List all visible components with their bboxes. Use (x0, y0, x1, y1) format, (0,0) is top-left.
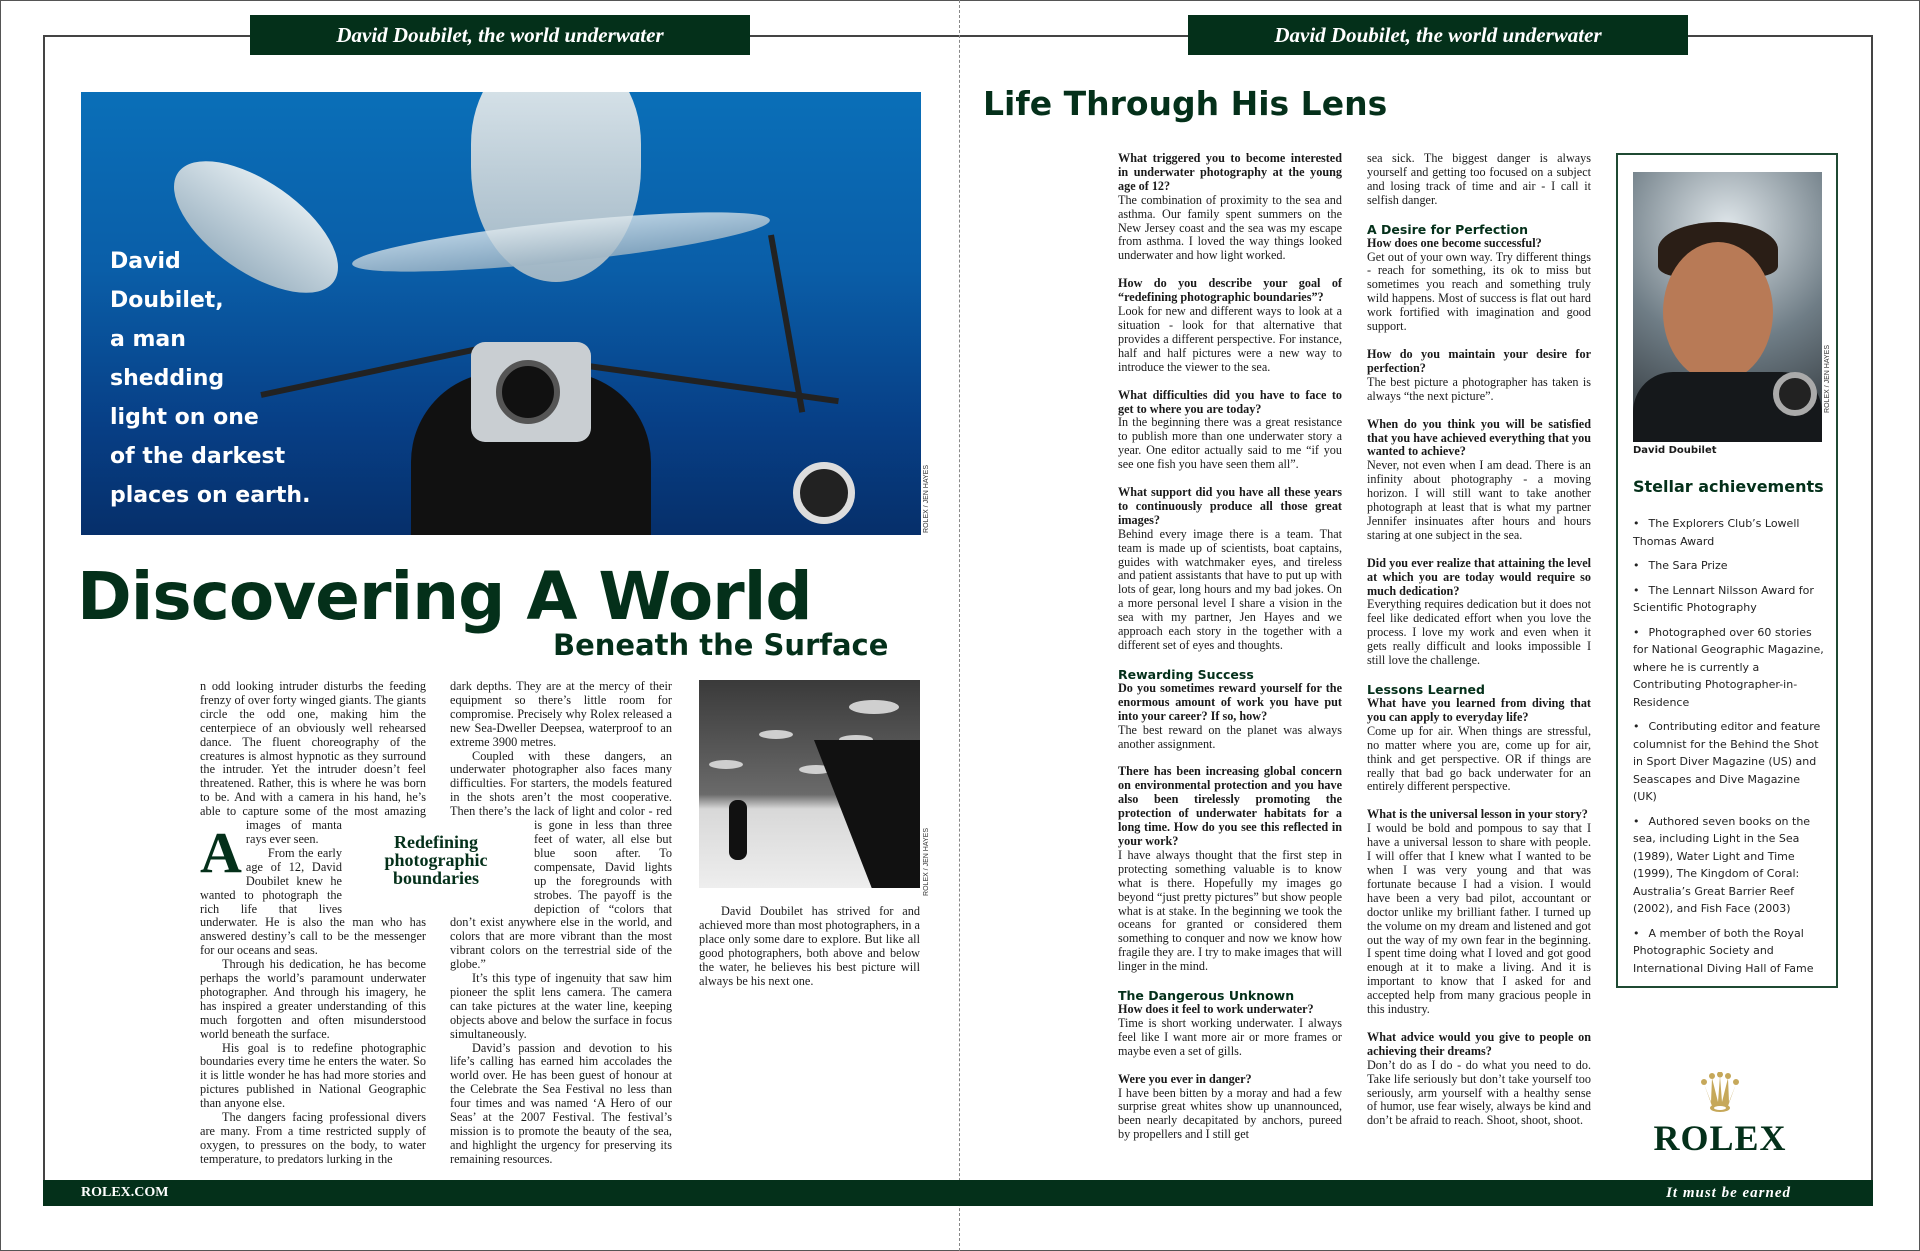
paragraph: dark depths. They are at the mercy of their equipment so there’s little room for compromise. Precisely why Rolex released a new Sea-Dweller Deepsea, waterproof to an extreme 3900 metres. (450, 679, 672, 749)
portrait-caption: David Doubilet (1633, 445, 1717, 456)
right-header-band: David Doubilet, the world underwater (1188, 15, 1688, 55)
diver-shape (729, 800, 747, 860)
answer: The best picture a photographer has taken is always “the next picture”. (1367, 374, 1591, 403)
section-heading: A Desire for Perfection (1367, 221, 1529, 237)
paragraph-text: n odd looking intruder disturbs the feeding frenzy of over forty winged giants. The giants circle the odd one, making him the centerpiece of an obviously well rehearsed dance. The fluent choreography of the creatures is almost hypnotic as they surround the intruder. Yet the intruder doesn’t feel threatened. Rather, this is where he was born to be. And with a camera in his hand, he’s able to capture some of the most amazing images of manta rays ever seen. (200, 679, 426, 846)
question: What triggered you to become interested in underwater photography at the young age of 12? (1118, 151, 1342, 193)
camera-ring-shape (1773, 372, 1817, 416)
achievements-sidebar (1616, 153, 1838, 988)
portrait-photo (1633, 172, 1822, 442)
answer: Time is short working underwater. I always feel like I want more air or more frames or maybe even a set of gills. (1118, 1015, 1342, 1058)
qa-item (1118, 667, 1342, 752)
interview-column-1 (1118, 152, 1342, 1156)
achievement-item: • The Sara Prize (1633, 557, 1825, 575)
hero-photo-credit: ROLEX / JEN HAYES (923, 465, 930, 533)
answer: The best reward on the planet was always another assignment. (1118, 722, 1342, 751)
section-heading: Lessons Learned (1367, 682, 1485, 697)
paragraph: David Doubilet has strived for and achieved more than most photographers, in a place only some dare to explore. But like all good photographers, both above and below the water, he believes his best picture will always be his next one. (699, 904, 920, 988)
interview-title: Life Through His Lens (983, 84, 1388, 123)
question: How do you maintain your desire for perfection? (1367, 346, 1591, 375)
question: How does one become successful? (1367, 235, 1542, 250)
paragraph: It’s this type of ingenuity that saw him pioneer the split lens camera. The camera can take pictures at the water line, keeping objects above and below the surface in focus simultaneously. (450, 971, 672, 1041)
question: What advice would you give to people on achieving their dreams? (1367, 1029, 1591, 1058)
achievement-item: • The Explorers Club’s Lowell Thomas Award (1633, 515, 1825, 550)
qa-item (1367, 808, 1591, 1017)
qa-item (1118, 1073, 1342, 1143)
rolex-logo (1640, 1072, 1800, 1159)
hero-line: of the darkest (110, 444, 286, 469)
answer: In the beginning there was a great resistance to publish more than one underwater story a year. One editor actually said to me “if you see one fish you have seen them all”. (1118, 415, 1342, 472)
camera-lens (496, 360, 560, 424)
achievement-item: • Authored seven books on the sea, including Light in the Sea (1989), Water Light and Time (1999), The Kingdom of Coral: Australia’s Great Barrier Reef (2002), and Fish Face (2003) (1633, 813, 1825, 918)
photo-credit: ROLEX / JEN HAYES (923, 828, 930, 896)
rolex-wordmark: ROLEX (1653, 1118, 1787, 1158)
question: Do you sometimes reward yourself for the enormous amount of work you have put into your career? If so, how? (1118, 680, 1342, 723)
question: Were you ever in danger? (1118, 1071, 1252, 1086)
question: What difficulties did you have to face to get to where you are today? (1118, 387, 1342, 416)
footer-band (43, 1180, 1873, 1206)
hero-line: a man (110, 327, 186, 352)
hero-line: Doubilet, (110, 288, 224, 313)
qa-item (1118, 277, 1342, 374)
achievement-item: • Photographed over 60 stories for National Geographic Magazine, where he is currently a Contributing Photographer-in-Residence (1633, 624, 1825, 712)
interview-column-2 (1367, 152, 1591, 1142)
achievement-item: • Contributing editor and feature columnist for the Behind the Shot in Sport Diver Magazine (US) and Seascapes and Dive Magazine (UK) (1633, 718, 1825, 806)
qa-item (1367, 222, 1591, 334)
hero-line: places on earth. (110, 483, 311, 508)
achievement-item: • A member of both the Royal Photographic Society and International Diving Hall of Fame (1633, 925, 1825, 978)
qa-item (1118, 988, 1342, 1059)
answer: Come up for air. When things are stressful, no matter where you are, come up for air, think and get perspective. OR if things are really that bad go back underwater for an entirely different perspective. (1367, 723, 1591, 794)
hero-photo (81, 92, 921, 535)
paragraph: David’s passion and devotion to his life’s calling has earned him accolades the world over. He has been guest of honour at the Celebrate the Sea Festival no less than four times and was named ‘A Hero of our Seas’ at the 2007 Festival. The festival’s mission is to promote the beauty of the sea, and highlight the urgency for preserving its remaining resources. (450, 1040, 672, 1166)
answer: I would be bold and pompous to say that I have a universal lesson to share with people. I will offer that I knew what I wanted to be when I was very young and that was fortunate because I had a vision. I would have been a very bad pilot, accountant or doctor unlike my brilliant father. I turned up the volume on my dream and listened and got out the way of my own fear in the beginning. I spent time doing what I loved and got good enough at it to make a living. And it is important to know that I asked for and accepted help from many gracious people in this industry. (1367, 821, 1591, 1017)
section-heading: The Dangerous Unknown (1118, 988, 1295, 1004)
strobe-arm (768, 234, 805, 412)
qa-item (1118, 389, 1342, 472)
sidebar-heading: Stellar achievements (1633, 477, 1824, 496)
footer-site-link[interactable]: ROLEX.COM (81, 1185, 169, 1200)
paragraph: Through his dedication, he has become perhaps the world’s paramount underwater photographer. And through his imagery, he has inspired a greater understanding of this much forgotten and often misunderstood world beneath the surface. (200, 957, 426, 1041)
qa-item (1367, 682, 1591, 794)
answer: Everything requires dedication but it does not feel like dedicated effort when you love the process. I love my work and even when it gets really difficult and looks impossible I still love the challenge. (1367, 597, 1591, 668)
qa-item (1367, 418, 1591, 543)
answer: The combination of proximity to the sea and asthma. Our family spent summers on the New Jersey coast and the sea was my escape from asthma. I loved the way things looked underwater and how light worked. (1118, 192, 1342, 263)
portrait-credit: ROLEX / JEN HAYES (1824, 345, 1831, 413)
crown-icon (1700, 1072, 1740, 1114)
answer: Get out of your own way. Try different things - reach for something, its ok to miss but sometimes you reach and something truly wild happens. Most of success is flat out hard work fortified with imagination and good support. (1367, 249, 1591, 334)
paragraph: From the early age of 12, David Doubilet knew he wanted to photograph the rich life that lives underwater. He is also the man who has answered destiny’s call to be the messenger for our oceans and seas. (200, 845, 426, 958)
qa-item (1367, 152, 1591, 208)
article-title: Discovering A World (77, 558, 812, 635)
left-header-band: David Doubilet, the world underwater (250, 15, 750, 55)
page-fold-divider (959, 0, 960, 1251)
article-column-1 (200, 680, 426, 1167)
closing-paragraph (699, 905, 920, 988)
hero-line: light on one (110, 405, 259, 430)
qa-item (1367, 1031, 1591, 1128)
question: What support did you have all these years to continuously produce all those great images? (1118, 485, 1342, 527)
achievements-list (1633, 515, 1825, 984)
article-subtitle: Beneath the Surface (553, 628, 889, 662)
question: There has been increasing global concern on environmental protection and you have also been tirelessly promoting the protection of underwater habitats for a long time. How do you see this reflected in your work? (1118, 764, 1342, 848)
footer-tagline: It must be earned (1666, 1185, 1791, 1201)
answer: I have been bitten by a moray and had a few surprise great whites show up unannounced, been nearly decapitated by anchors, pureed by propellers and I still get (1118, 1085, 1342, 1142)
answer: Look for new and different ways to look at a situation - look for that alternative that provides a different perspective. For instance, half and half pictures were a new way to introduce the viewer to the sea. (1118, 304, 1342, 374)
hero-overlay-text (110, 242, 310, 515)
paragraph: His goal is to redefine photographic boundaries every time he enters the water. So it is little wonder he has had more stories and pictures published in National Geographic than anyone else. (200, 1040, 426, 1111)
pull-quote: Redefining photographic boundaries (384, 832, 488, 888)
article-column-2 (450, 680, 672, 1167)
shipwreck-hull (814, 740, 920, 888)
answer: I have always thought that the first step in protecting something valuable is to know what is there. Hopefully my images go beyond “just pretty pictures” but show people what is at stake. In the beginning we took the oceans for granted or considered them something to conquer and now we know how fragile they are. I try to make images that will linger in the mind. (1118, 847, 1342, 974)
drop-cap: A (200, 820, 242, 885)
qa-item (1118, 486, 1342, 653)
diver-shipwreck-photo (699, 680, 920, 888)
question: How does it feel to work underwater? (1118, 1002, 1314, 1017)
hero-line: David (110, 249, 181, 274)
paragraph (200, 679, 426, 885)
face-shape (1663, 242, 1773, 382)
question: Did you ever realize that attaining the level at which you are today would require so much dedication? (1367, 555, 1591, 598)
question: How do you describe your goal of “redefining photographic boundaries”? (1118, 276, 1342, 305)
paragraph: The dangers facing professional divers are many. From a time restricted supply of oxygen, to pressures on the body, to water temperature, to predators lurking in the (200, 1110, 426, 1166)
paragraph: Coupled with these dangers, an underwater photographer also faces many difficulties. For starters, the models featured in the shots aren’t the most cooperative. Then there’s the lack of light and color - red is gone in less than three feet of water, all else but blue soon after. To compensate, David lights up the foregrounds with strobes. The payoff is the depiction of “colors that don’t exist anywhere else in the world, and colors that are more vibrant than the most vibrant colors on the terrestrial side of the globe.” (450, 748, 672, 972)
qa-item (1367, 348, 1591, 404)
answer: Never, not even when I am dead. There is an infinity about photography - a moving horizon. I will still want to take another photograph at least that is what my partner Jennifer insinuates after hours and hours staring at one subject in the sea. (1367, 458, 1591, 542)
answer: sea sick. The biggest danger is always yourself and getting too focused on a subject and losing track of time and air - I call it selfish danger. (1367, 151, 1591, 207)
achievement-item: • The Lennart Nilsson Award for Scientific Photography (1633, 582, 1825, 617)
qa-item (1118, 152, 1342, 263)
section-heading: Rewarding Success (1118, 666, 1254, 682)
answer: Behind every image there is a team. That team is made up of scientists, boat captains, guides with watchmaker eyes, and tireless and patient assistants that have to put up with lots of gear, long hours and my bad jokes. On a more personal level I share a vision in the sea with my partner, Jen Hayes and we approach each story in the together with a different set of eyes and thoughts. (1118, 526, 1342, 652)
question: What is the universal lesson in your story? (1367, 807, 1588, 822)
shark-shape (759, 730, 793, 739)
hero-line: shedding (110, 366, 225, 391)
answer: Don’t do as I do - do what you need to do. Take life seriously but don’t take yourself too seriously, arm yourself with a healthy sense of humor, use fear wisely, always be kind and don’t be afraid to reach. Shoot, shoot, shoot. (1367, 1057, 1591, 1128)
qa-item (1118, 765, 1342, 974)
qa-item (1367, 557, 1591, 668)
shark-shape (709, 760, 743, 769)
question: What have you learned from diving that you can apply to everyday life? (1367, 696, 1591, 724)
strobe-light (793, 462, 855, 524)
question: When do you think you will be satisfied that you have achieved everything that you wanted to achieve? (1367, 416, 1591, 459)
shark-shape (849, 700, 899, 714)
